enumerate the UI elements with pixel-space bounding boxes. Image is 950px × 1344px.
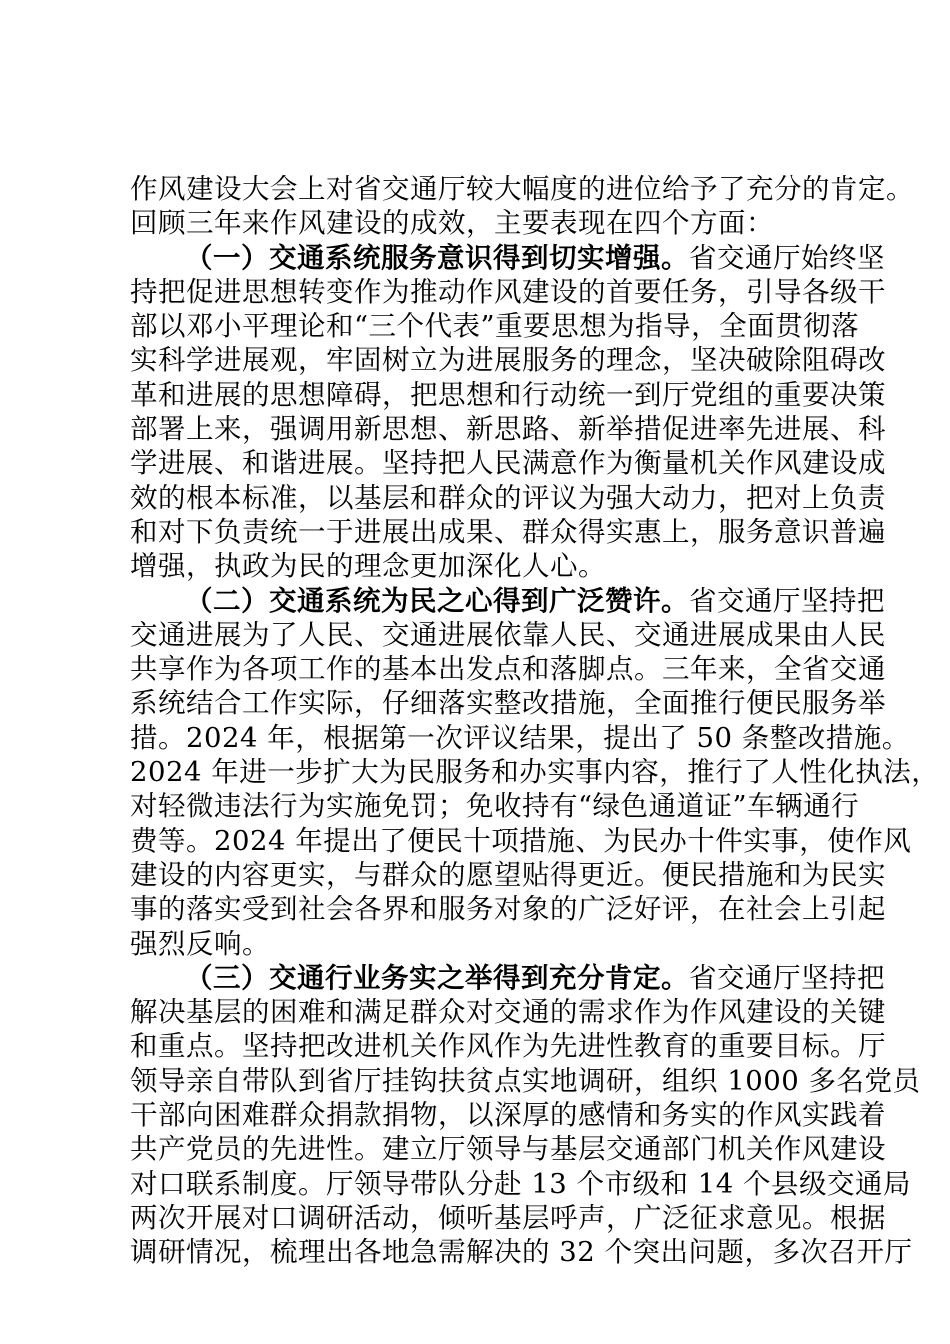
text-line: 调研情况，梳理出各地急需解决的 32 个突出问题，多次召开厅	[130, 1236, 913, 1269]
text-line: 实科学进展观，牢固树立为进展服务的理念，坚决破除阻碍改	[130, 344, 886, 377]
text-line: 学进展、和谐进展。坚持把人民满意作为衡量机关作风建设成	[130, 447, 886, 480]
section-heading: （一）交通系统服务意识得到切实增强。	[185, 241, 689, 274]
text-line: 部以邓小平理论和“三个代表”重要思想为指导，全面贯彻落	[130, 310, 860, 343]
text-line: 回顾三年来作风建设的成效，主要表现在四个方面：	[130, 207, 774, 240]
text-line: 2024 年进一步扩大为民服务和办实事内容，推行了人性化执法，	[130, 756, 940, 789]
text-line: 共享作为各项工作的基本出发点和落脚点。三年来，全省交通	[130, 653, 886, 686]
section-heading: （三）交通行业务实之举得到充分肯定。	[185, 961, 689, 994]
text-run: 省交通厅始终坚	[689, 241, 885, 274]
section-line	[130, 241, 885, 275]
text-run: 省交通厅坚持把	[689, 961, 885, 994]
text-line: 事的落实受到社会各界和服务对象的广泛好评，在社会上引起	[130, 893, 886, 926]
section-line	[130, 584, 885, 618]
text-line: 干部向困难群众捐款捐物，以深厚的感情和务实的作风实践着	[130, 1099, 886, 1132]
text-line: 对口联系制度。厅领导带队分赴 13 个市级和 14 个县级交通局	[130, 1167, 911, 1200]
text-line: 建设的内容更实，与群众的愿望贴得更近。便民措施和为民实	[130, 858, 886, 891]
section-heading: （二）交通系统为民之心得到广泛赞许。	[185, 584, 689, 617]
text-line: 交通进展为了人民、交通进展依靠人民、交通进展成果由人民	[130, 618, 886, 651]
text-line: 和重点。坚持把改进机关作风作为先进性教育的重要目标。厅	[130, 1030, 886, 1063]
text-line: 和对下负责统一于进展出成果、群众得实惠上，服务意识普遍	[130, 515, 886, 548]
text-line: 持把促进思想转变作为推动作风建设的首要任务，引导各级干	[130, 275, 886, 308]
text-line: 解决基层的困难和满足群众对交通的需求作为作风建设的关键	[130, 996, 886, 1029]
text-line: 费等。2024 年提出了便民十项措施、为民办十件实事，使作风	[130, 824, 912, 857]
text-line: 对轻微违法行为实施免罚；免收持有“绿色通道证”车辆通行	[130, 790, 860, 823]
text-line: 革和进展的思想障碍，把思想和行动统一到厅党组的重要决策	[130, 378, 886, 411]
body-text	[130, 172, 940, 1270]
text-line: 两次开展对口调研活动，倾听基层呼声，广泛征求意见。根据	[130, 1201, 886, 1234]
text-line: 效的根本标准，以基层和群众的评议为强大动力，把对上负责	[130, 481, 886, 514]
text-line: 系统结合工作实际，仔细落实整改措施，全面推行便民服务举	[130, 687, 886, 720]
text-line: 共产党员的先进性。建立厅领导与基层交通部门机关作风建设	[130, 1133, 886, 1166]
text-line: 领导亲自带队到省厅挂钩扶贫点实地调研，组织 1000 多名党员	[130, 1064, 921, 1097]
text-line: 措。2024 年，根据第一次评议结果，提出了 50 条整改措施。	[130, 721, 910, 754]
text-line: 作风建设大会上对省交通厅较大幅度的进位给予了充分的肯定。	[130, 173, 914, 205]
section-line	[130, 961, 885, 995]
text-run: 省交通厅坚持把	[689, 584, 885, 617]
text-line: 部署上来，强调用新思想、新思路、新举措促进率先进展、科	[130, 413, 886, 446]
text-line: 增强，执政为民的理念更加深化人心。	[130, 550, 606, 583]
text-line: 强烈反响。	[130, 927, 270, 960]
